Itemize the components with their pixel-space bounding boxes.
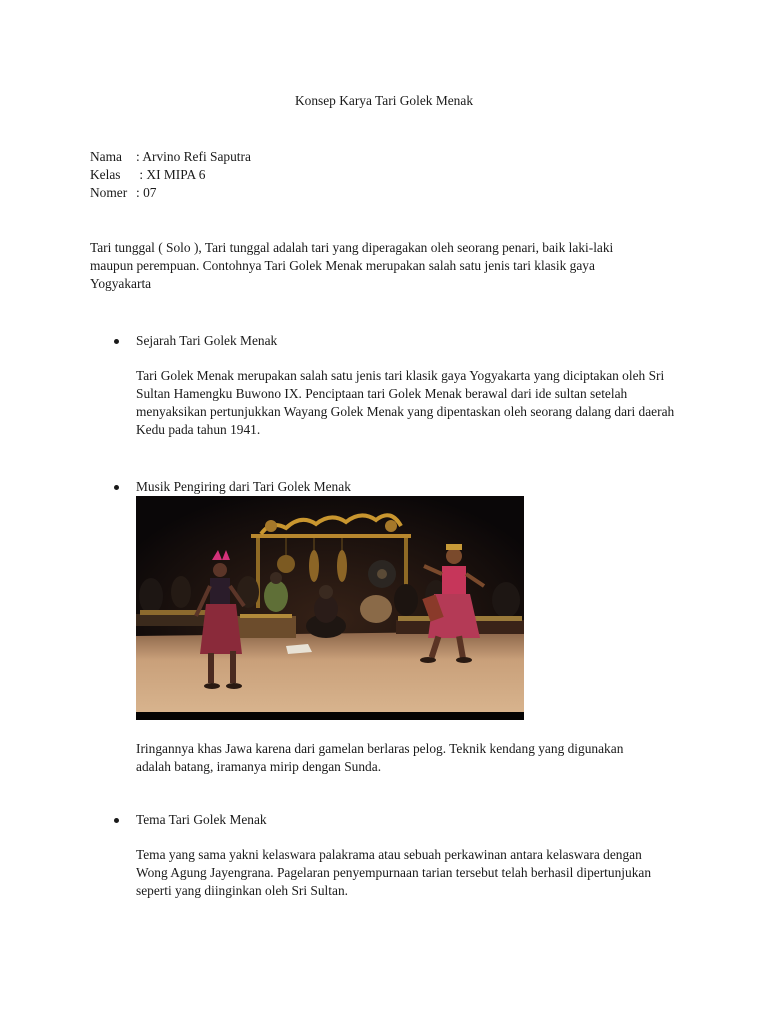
section-heading-text: Musik Pengiring dari Tari Golek Menak xyxy=(136,479,351,494)
identity-row-nama xyxy=(90,148,251,166)
identity-label: Nama xyxy=(90,149,122,164)
identity-value: : XI MIPA 6 xyxy=(136,167,206,182)
identity-value: : Arvino Refi Saputra xyxy=(136,149,251,164)
identity-row-nomer xyxy=(90,184,251,202)
intro-paragraph: Tari tunggal ( Solo ), Tari tunggal adalah tari yang diperagakan oleh seorang penari, baik laki-laki maupun perempuan. Contohnya Tari Golek Menak merupakan salah satu jenis tari klasik gaya Yogyakarta xyxy=(90,240,614,291)
identity-block xyxy=(90,148,251,202)
page-title: Konsep Karya Tari Golek Menak xyxy=(294,93,474,108)
gamelan-performance-photo xyxy=(136,496,524,720)
identity-label: Nomer xyxy=(90,185,128,200)
section-body-musik: Iringannya khas Jawa karena dari gamelan berlaras pelog. Teknik kendang yang digunakan adalah batang, iramanya mirip dengan Sunda. xyxy=(136,741,624,774)
section-body-sejarah: Tari Golek Menak merupakan salah satu jenis tari klasik gaya Yogyakarta yang diciptakan oleh Sri Sultan Hamengku Buwono IX. Penciptaan tari Golek Menak berawal dari ide sultan setelah menyaksikan pertunjukkan Wayang Golek Menak yang dipentaskan oleh seorang dalang dari daerah Kedu pada tahun 1941. xyxy=(136,368,675,437)
section-heading-sejarah xyxy=(136,332,277,350)
section-heading-tema xyxy=(136,811,267,829)
identity-row-kelas xyxy=(90,166,251,184)
bullet-icon xyxy=(114,339,119,344)
bullet-icon xyxy=(114,485,119,490)
section-heading-text: Sejarah Tari Golek Menak xyxy=(136,333,278,348)
section-heading-musik xyxy=(136,478,351,496)
bullet-icon xyxy=(114,818,119,823)
identity-value: : 07 xyxy=(136,185,157,200)
section-heading-text: Tema Tari Golek Menak xyxy=(136,812,267,827)
section-body-tema: Tema yang sama yakni kelaswara palakrama atau sebuah perkawinan antara kelaswara dengan Wong Agung Jayengrana. Pagelaran penyempurnaan tarian tersebut telah berhasil dipertunjukan seperti yang diinginkan oleh Sri Sultan. xyxy=(136,847,652,898)
identity-label: Kelas xyxy=(90,167,121,182)
